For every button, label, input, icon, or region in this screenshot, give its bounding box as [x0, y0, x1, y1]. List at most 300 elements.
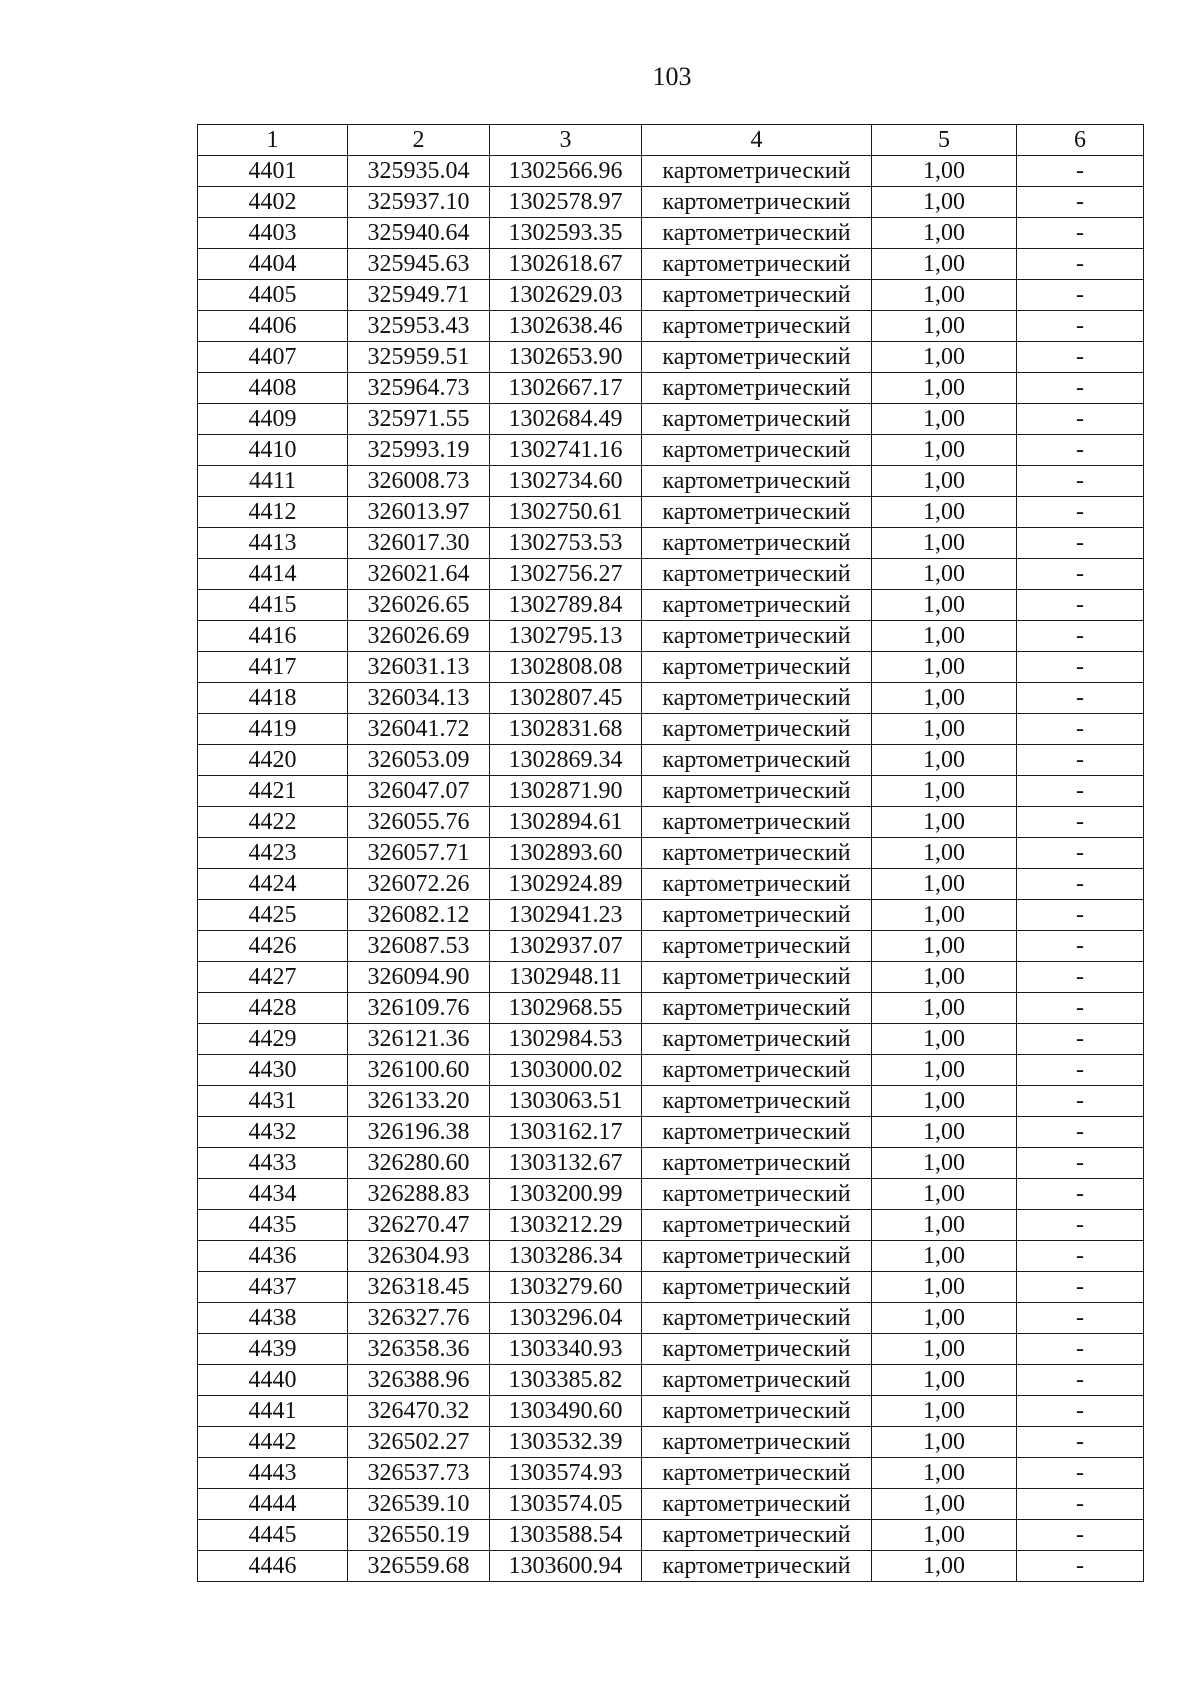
page-number: 103 — [652, 62, 692, 91]
table-row — [198, 869, 1144, 900]
note-cell: - — [1017, 807, 1144, 838]
y-coordinate-cell: 1302741.16 — [490, 435, 642, 466]
method-cell: картометрический — [642, 373, 872, 404]
point-number-cell: 4437 — [198, 1272, 348, 1303]
accuracy-cell: 1,00 — [872, 807, 1017, 838]
note-cell: - — [1017, 559, 1144, 590]
table-row — [198, 1086, 1144, 1117]
method-cell: картометрический — [642, 807, 872, 838]
method-cell: картометрический — [642, 838, 872, 869]
table-row — [198, 311, 1144, 342]
x-coordinate-cell: 326053.09 — [348, 745, 490, 776]
method-cell: картометрический — [642, 590, 872, 621]
y-coordinate-cell: 1302750.61 — [490, 497, 642, 528]
note-cell: - — [1017, 311, 1144, 342]
point-number-cell: 4430 — [198, 1055, 348, 1086]
method-cell: картометрический — [642, 1365, 872, 1396]
y-coordinate-cell: 1302734.60 — [490, 466, 642, 497]
method-cell: картометрический — [642, 1210, 872, 1241]
note-cell: - — [1017, 1551, 1144, 1582]
x-coordinate-cell: 325935.04 — [348, 156, 490, 187]
y-coordinate-cell: 1303385.82 — [490, 1365, 642, 1396]
y-coordinate-cell: 1303574.93 — [490, 1458, 642, 1489]
note-cell: - — [1017, 1520, 1144, 1551]
y-coordinate-cell: 1302831.68 — [490, 714, 642, 745]
table-row — [198, 466, 1144, 497]
note-cell: - — [1017, 683, 1144, 714]
method-cell: картометрический — [642, 342, 872, 373]
x-coordinate-cell: 326318.45 — [348, 1272, 490, 1303]
accuracy-cell: 1,00 — [872, 1210, 1017, 1241]
method-cell: картометрический — [642, 1551, 872, 1582]
point-number-cell: 4429 — [198, 1024, 348, 1055]
method-cell: картометрический — [642, 1303, 872, 1334]
column-header: 4 — [642, 125, 872, 156]
point-number-cell: 4421 — [198, 776, 348, 807]
table-row — [198, 342, 1144, 373]
method-cell: картометрический — [642, 1427, 872, 1458]
x-coordinate-cell: 326026.69 — [348, 621, 490, 652]
y-coordinate-cell: 1302871.90 — [490, 776, 642, 807]
accuracy-cell: 1,00 — [872, 559, 1017, 590]
method-cell: картометрический — [642, 311, 872, 342]
table-row — [198, 590, 1144, 621]
x-coordinate-cell: 326100.60 — [348, 1055, 490, 1086]
method-cell: картометрический — [642, 962, 872, 993]
point-number-cell: 4413 — [198, 528, 348, 559]
table-row — [198, 559, 1144, 590]
accuracy-cell: 1,00 — [872, 714, 1017, 745]
accuracy-cell: 1,00 — [872, 590, 1017, 621]
accuracy-cell: 1,00 — [872, 962, 1017, 993]
table-row — [198, 1458, 1144, 1489]
point-number-cell: 4417 — [198, 652, 348, 683]
point-number-cell: 4438 — [198, 1303, 348, 1334]
table-row — [198, 404, 1144, 435]
y-coordinate-cell: 1303162.17 — [490, 1117, 642, 1148]
y-coordinate-cell: 1302807.45 — [490, 683, 642, 714]
method-cell: картометрический — [642, 714, 872, 745]
method-cell: картометрический — [642, 1396, 872, 1427]
accuracy-cell: 1,00 — [872, 373, 1017, 404]
note-cell: - — [1017, 652, 1144, 683]
table-row — [198, 683, 1144, 714]
x-coordinate-cell: 326559.68 — [348, 1551, 490, 1582]
table-row — [198, 1551, 1144, 1582]
y-coordinate-cell: 1302941.23 — [490, 900, 642, 931]
method-cell: картометрический — [642, 869, 872, 900]
y-coordinate-cell: 1302578.97 — [490, 187, 642, 218]
accuracy-cell: 1,00 — [872, 1179, 1017, 1210]
note-cell: - — [1017, 1303, 1144, 1334]
point-number-cell: 4410 — [198, 435, 348, 466]
accuracy-cell: 1,00 — [872, 1489, 1017, 1520]
method-cell: картометрический — [642, 993, 872, 1024]
table-row — [198, 435, 1144, 466]
method-cell: картометрический — [642, 1489, 872, 1520]
accuracy-cell: 1,00 — [872, 1086, 1017, 1117]
y-coordinate-cell: 1302653.90 — [490, 342, 642, 373]
column-header: 2 — [348, 125, 490, 156]
accuracy-cell: 1,00 — [872, 218, 1017, 249]
point-number-cell: 4439 — [198, 1334, 348, 1365]
table-row — [198, 1272, 1144, 1303]
y-coordinate-cell: 1302984.53 — [490, 1024, 642, 1055]
note-cell: - — [1017, 497, 1144, 528]
point-number-cell: 4412 — [198, 497, 348, 528]
accuracy-cell: 1,00 — [872, 1334, 1017, 1365]
x-coordinate-cell: 326270.47 — [348, 1210, 490, 1241]
note-cell: - — [1017, 1024, 1144, 1055]
point-number-cell: 4432 — [198, 1117, 348, 1148]
x-coordinate-cell: 325971.55 — [348, 404, 490, 435]
x-coordinate-cell: 326388.96 — [348, 1365, 490, 1396]
method-cell: картометрический — [642, 1055, 872, 1086]
point-number-cell: 4419 — [198, 714, 348, 745]
table-row — [198, 1520, 1144, 1551]
point-number-cell: 4420 — [198, 745, 348, 776]
x-coordinate-cell: 326008.73 — [348, 466, 490, 497]
note-cell: - — [1017, 838, 1144, 869]
y-coordinate-cell: 1302924.89 — [490, 869, 642, 900]
point-number-cell: 4416 — [198, 621, 348, 652]
table-row — [198, 280, 1144, 311]
accuracy-cell: 1,00 — [872, 869, 1017, 900]
method-cell: картометрический — [642, 435, 872, 466]
table-row — [198, 249, 1144, 280]
note-cell: - — [1017, 1272, 1144, 1303]
method-cell: картометрический — [642, 187, 872, 218]
method-cell: картометрический — [642, 931, 872, 962]
table-row — [198, 714, 1144, 745]
accuracy-cell: 1,00 — [872, 621, 1017, 652]
point-number-cell: 4433 — [198, 1148, 348, 1179]
method-cell: картометрический — [642, 621, 872, 652]
note-cell: - — [1017, 714, 1144, 745]
accuracy-cell: 1,00 — [872, 1241, 1017, 1272]
y-coordinate-cell: 1303279.60 — [490, 1272, 642, 1303]
table-row — [198, 497, 1144, 528]
y-coordinate-cell: 1303340.93 — [490, 1334, 642, 1365]
coordinates-table — [197, 124, 1144, 1582]
table-row — [198, 900, 1144, 931]
note-cell: - — [1017, 466, 1144, 497]
accuracy-cell: 1,00 — [872, 900, 1017, 931]
method-cell: картометрический — [642, 776, 872, 807]
table-row — [198, 1365, 1144, 1396]
point-number-cell: 4414 — [198, 559, 348, 590]
point-number-cell: 4411 — [198, 466, 348, 497]
note-cell: - — [1017, 404, 1144, 435]
accuracy-cell: 1,00 — [872, 745, 1017, 776]
table-row — [198, 1117, 1144, 1148]
note-cell: - — [1017, 776, 1144, 807]
point-number-cell: 4422 — [198, 807, 348, 838]
x-coordinate-cell: 325937.10 — [348, 187, 490, 218]
note-cell: - — [1017, 1241, 1144, 1272]
y-coordinate-cell: 1302753.53 — [490, 528, 642, 559]
method-cell: картометрический — [642, 528, 872, 559]
note-cell: - — [1017, 745, 1144, 776]
table-row — [198, 807, 1144, 838]
table-row — [198, 993, 1144, 1024]
point-number-cell: 4434 — [198, 1179, 348, 1210]
note-cell: - — [1017, 373, 1144, 404]
method-cell: картометрический — [642, 652, 872, 683]
point-number-cell: 4402 — [198, 187, 348, 218]
accuracy-cell: 1,00 — [872, 652, 1017, 683]
x-coordinate-cell: 325940.64 — [348, 218, 490, 249]
point-number-cell: 4408 — [198, 373, 348, 404]
note-cell: - — [1017, 900, 1144, 931]
table-row — [198, 838, 1144, 869]
accuracy-cell: 1,00 — [872, 280, 1017, 311]
table-row — [198, 156, 1144, 187]
y-coordinate-cell: 1303132.67 — [490, 1148, 642, 1179]
table-row — [198, 1024, 1144, 1055]
note-cell: - — [1017, 1365, 1144, 1396]
y-coordinate-cell: 1303212.29 — [490, 1210, 642, 1241]
y-coordinate-cell: 1303490.60 — [490, 1396, 642, 1427]
point-number-cell: 4431 — [198, 1086, 348, 1117]
table-row — [198, 1210, 1144, 1241]
accuracy-cell: 1,00 — [872, 528, 1017, 559]
y-coordinate-cell: 1302638.46 — [490, 311, 642, 342]
y-coordinate-cell: 1302795.13 — [490, 621, 642, 652]
method-cell: картометрический — [642, 1272, 872, 1303]
x-coordinate-cell: 326121.36 — [348, 1024, 490, 1055]
x-coordinate-cell: 326327.76 — [348, 1303, 490, 1334]
y-coordinate-cell: 1302937.07 — [490, 931, 642, 962]
accuracy-cell: 1,00 — [872, 1148, 1017, 1179]
x-coordinate-cell: 326470.32 — [348, 1396, 490, 1427]
point-number-cell: 4404 — [198, 249, 348, 280]
note-cell: - — [1017, 962, 1144, 993]
accuracy-cell: 1,00 — [872, 1396, 1017, 1427]
note-cell: - — [1017, 342, 1144, 373]
x-coordinate-cell: 326017.30 — [348, 528, 490, 559]
point-number-cell: 4443 — [198, 1458, 348, 1489]
point-number-cell: 4407 — [198, 342, 348, 373]
point-number-cell: 4425 — [198, 900, 348, 931]
column-header: 5 — [872, 125, 1017, 156]
note-cell: - — [1017, 1427, 1144, 1458]
point-number-cell: 4423 — [198, 838, 348, 869]
y-coordinate-cell: 1303200.99 — [490, 1179, 642, 1210]
x-coordinate-cell: 326072.26 — [348, 869, 490, 900]
accuracy-cell: 1,00 — [872, 1427, 1017, 1458]
note-cell: - — [1017, 590, 1144, 621]
y-coordinate-cell: 1302808.08 — [490, 652, 642, 683]
y-coordinate-cell: 1302629.03 — [490, 280, 642, 311]
table-row — [198, 373, 1144, 404]
x-coordinate-cell: 325993.19 — [348, 435, 490, 466]
point-number-cell: 4428 — [198, 993, 348, 1024]
accuracy-cell: 1,00 — [872, 1551, 1017, 1582]
point-number-cell: 4401 — [198, 156, 348, 187]
note-cell: - — [1017, 1086, 1144, 1117]
accuracy-cell: 1,00 — [872, 311, 1017, 342]
y-coordinate-cell: 1302667.17 — [490, 373, 642, 404]
table-row — [198, 962, 1144, 993]
accuracy-cell: 1,00 — [872, 466, 1017, 497]
table-row — [198, 1303, 1144, 1334]
table-row — [198, 1396, 1144, 1427]
y-coordinate-cell: 1303000.02 — [490, 1055, 642, 1086]
x-coordinate-cell: 326133.20 — [348, 1086, 490, 1117]
point-number-cell: 4403 — [198, 218, 348, 249]
method-cell: картометрический — [642, 280, 872, 311]
method-cell: картометрический — [642, 1334, 872, 1365]
x-coordinate-cell: 326288.83 — [348, 1179, 490, 1210]
point-number-cell: 4435 — [198, 1210, 348, 1241]
method-cell: картометрический — [642, 1086, 872, 1117]
table-row — [198, 931, 1144, 962]
y-coordinate-cell: 1303574.05 — [490, 1489, 642, 1520]
x-coordinate-cell: 326047.07 — [348, 776, 490, 807]
table-row — [198, 1148, 1144, 1179]
y-coordinate-cell: 1302869.34 — [490, 745, 642, 776]
table-row — [198, 1334, 1144, 1365]
table-body — [198, 156, 1144, 1582]
note-cell: - — [1017, 156, 1144, 187]
x-coordinate-cell: 325949.71 — [348, 280, 490, 311]
accuracy-cell: 1,00 — [872, 1272, 1017, 1303]
method-cell: картометрический — [642, 1458, 872, 1489]
accuracy-cell: 1,00 — [872, 1458, 1017, 1489]
y-coordinate-cell: 1302968.55 — [490, 993, 642, 1024]
accuracy-cell: 1,00 — [872, 838, 1017, 869]
table-row — [198, 1055, 1144, 1086]
accuracy-cell: 1,00 — [872, 497, 1017, 528]
x-coordinate-cell: 326082.12 — [348, 900, 490, 931]
x-coordinate-cell: 326026.65 — [348, 590, 490, 621]
note-cell: - — [1017, 993, 1144, 1024]
x-coordinate-cell: 326031.13 — [348, 652, 490, 683]
x-coordinate-cell: 326021.64 — [348, 559, 490, 590]
point-number-cell: 4405 — [198, 280, 348, 311]
note-cell: - — [1017, 249, 1144, 280]
point-number-cell: 4427 — [198, 962, 348, 993]
method-cell: картометрический — [642, 1179, 872, 1210]
x-coordinate-cell: 326280.60 — [348, 1148, 490, 1179]
table-row — [198, 1489, 1144, 1520]
y-coordinate-cell: 1303286.34 — [490, 1241, 642, 1272]
table-row — [198, 218, 1144, 249]
note-cell: - — [1017, 1179, 1144, 1210]
y-coordinate-cell: 1303588.54 — [490, 1520, 642, 1551]
accuracy-cell: 1,00 — [872, 993, 1017, 1024]
y-coordinate-cell: 1302948.11 — [490, 962, 642, 993]
x-coordinate-cell: 326087.53 — [348, 931, 490, 962]
x-coordinate-cell: 326550.19 — [348, 1520, 490, 1551]
note-cell: - — [1017, 1458, 1144, 1489]
y-coordinate-cell: 1303063.51 — [490, 1086, 642, 1117]
note-cell: - — [1017, 218, 1144, 249]
note-cell: - — [1017, 1489, 1144, 1520]
point-number-cell: 4424 — [198, 869, 348, 900]
x-coordinate-cell: 325945.63 — [348, 249, 490, 280]
y-coordinate-cell: 1302789.84 — [490, 590, 642, 621]
note-cell: - — [1017, 187, 1144, 218]
column-header: 6 — [1017, 125, 1144, 156]
y-coordinate-cell: 1303532.39 — [490, 1427, 642, 1458]
table-row — [198, 776, 1144, 807]
accuracy-cell: 1,00 — [872, 931, 1017, 962]
y-coordinate-cell: 1302756.27 — [490, 559, 642, 590]
x-coordinate-cell: 326013.97 — [348, 497, 490, 528]
table-row — [198, 1241, 1144, 1272]
column-header: 3 — [490, 125, 642, 156]
note-cell: - — [1017, 1117, 1144, 1148]
note-cell: - — [1017, 931, 1144, 962]
method-cell: картометрический — [642, 683, 872, 714]
x-coordinate-cell: 325959.51 — [348, 342, 490, 373]
x-coordinate-cell: 325964.73 — [348, 373, 490, 404]
accuracy-cell: 1,00 — [872, 249, 1017, 280]
point-number-cell: 4406 — [198, 311, 348, 342]
note-cell: - — [1017, 1334, 1144, 1365]
note-cell: - — [1017, 280, 1144, 311]
table-row — [198, 528, 1144, 559]
x-coordinate-cell: 326109.76 — [348, 993, 490, 1024]
x-coordinate-cell: 326196.38 — [348, 1117, 490, 1148]
y-coordinate-cell: 1302566.96 — [490, 156, 642, 187]
method-cell: картометрический — [642, 1520, 872, 1551]
method-cell: картометрический — [642, 1117, 872, 1148]
point-number-cell: 4426 — [198, 931, 348, 962]
table-row — [198, 1427, 1144, 1458]
accuracy-cell: 1,00 — [872, 776, 1017, 807]
y-coordinate-cell: 1302684.49 — [490, 404, 642, 435]
point-number-cell: 4440 — [198, 1365, 348, 1396]
y-coordinate-cell: 1303296.04 — [490, 1303, 642, 1334]
point-number-cell: 4409 — [198, 404, 348, 435]
x-coordinate-cell: 326358.36 — [348, 1334, 490, 1365]
table-row — [198, 621, 1144, 652]
accuracy-cell: 1,00 — [872, 1055, 1017, 1086]
accuracy-cell: 1,00 — [872, 1365, 1017, 1396]
accuracy-cell: 1,00 — [872, 404, 1017, 435]
y-coordinate-cell: 1302618.67 — [490, 249, 642, 280]
method-cell: картометрический — [642, 1148, 872, 1179]
y-coordinate-cell: 1302593.35 — [490, 218, 642, 249]
point-number-cell: 4446 — [198, 1551, 348, 1582]
method-cell: картометрический — [642, 559, 872, 590]
point-number-cell: 4442 — [198, 1427, 348, 1458]
note-cell: - — [1017, 1148, 1144, 1179]
table-row — [198, 1179, 1144, 1210]
method-cell: картометрический — [642, 156, 872, 187]
note-cell: - — [1017, 435, 1144, 466]
method-cell: картометрический — [642, 745, 872, 776]
x-coordinate-cell: 326094.90 — [348, 962, 490, 993]
x-coordinate-cell: 326502.27 — [348, 1427, 490, 1458]
table-row — [198, 187, 1144, 218]
method-cell: картометрический — [642, 497, 872, 528]
x-coordinate-cell: 326537.73 — [348, 1458, 490, 1489]
note-cell: - — [1017, 621, 1144, 652]
table-row — [198, 652, 1144, 683]
column-header: 1 — [198, 125, 348, 156]
x-coordinate-cell: 325953.43 — [348, 311, 490, 342]
note-cell: - — [1017, 869, 1144, 900]
method-cell: картометрический — [642, 404, 872, 435]
y-coordinate-cell: 1302893.60 — [490, 838, 642, 869]
accuracy-cell: 1,00 — [872, 1303, 1017, 1334]
accuracy-cell: 1,00 — [872, 683, 1017, 714]
x-coordinate-cell: 326057.71 — [348, 838, 490, 869]
